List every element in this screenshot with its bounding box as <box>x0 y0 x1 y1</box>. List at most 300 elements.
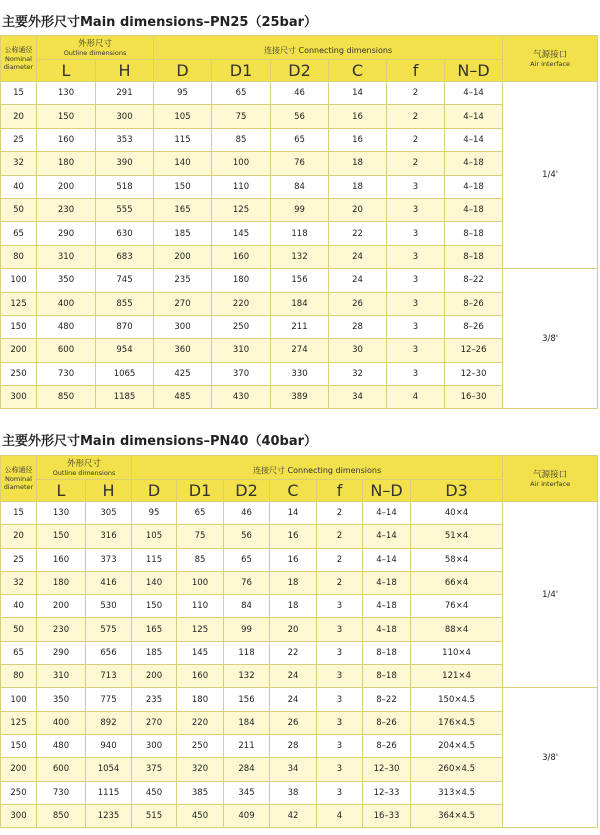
table-cell: 775 <box>86 688 132 711</box>
table-cell: 65 <box>1 222 37 245</box>
table-cell: 220 <box>212 292 271 315</box>
table-cell: 110×4 <box>411 641 503 664</box>
nominal-diameter-header: 公称通径 Nominal diameter <box>1 456 37 502</box>
table-cell: 310 <box>37 245 96 268</box>
table-cell: 400 <box>37 292 96 315</box>
table-cell: 300 <box>1 386 37 409</box>
table-cell: 180 <box>212 269 271 292</box>
table-cell: 28 <box>329 315 387 338</box>
table-cell: 4–18 <box>363 571 411 594</box>
table-cell: 3 <box>317 711 363 734</box>
table-cell: 364×4.5 <box>411 804 503 827</box>
table-cell: 132 <box>224 665 270 688</box>
table-cell: 18 <box>329 175 387 198</box>
table-cell: 50 <box>1 198 37 221</box>
connecting-dimensions-header: 连接尺寸 Connecting dimensions <box>154 36 503 60</box>
table-cell: 200 <box>1 339 37 362</box>
table-cell: 425 <box>154 362 212 385</box>
table-cell: 8–22 <box>445 269 503 292</box>
table-cell: 22 <box>270 641 317 664</box>
table-cell: 132 <box>271 245 329 268</box>
table-cell: 125 <box>1 711 37 734</box>
table-row <box>1 82 598 105</box>
table-cell: 4–14 <box>445 105 503 128</box>
table-cell: 56 <box>224 525 270 548</box>
table-cell: 8–26 <box>363 734 411 757</box>
table-cell: 8–22 <box>363 688 411 711</box>
table-cell: 211 <box>224 734 270 757</box>
col-header-n-d: N–D <box>363 480 411 502</box>
air-interface-size: 1/4' <box>503 502 598 688</box>
outline-dimensions-header: 外形尺寸 Outline dimensions <box>37 456 132 480</box>
table-cell: 99 <box>224 618 270 641</box>
table-cell: 8–26 <box>363 711 411 734</box>
table-cell: 24 <box>329 269 387 292</box>
table-cell: 345 <box>224 781 270 804</box>
table-cell: 3 <box>317 781 363 804</box>
air-interface-size: 3/8' <box>503 269 598 409</box>
table-cell: 290 <box>37 222 96 245</box>
col-header-c: C <box>270 480 317 502</box>
table-cell: 150 <box>1 315 37 338</box>
table-cell: 4–18 <box>445 198 503 221</box>
table-cell: 8–26 <box>445 315 503 338</box>
pn40-dimensions-table <box>0 455 598 828</box>
table-cell: 200 <box>37 175 96 198</box>
table-cell: 40 <box>1 175 37 198</box>
table-cell: 3 <box>387 269 445 292</box>
table-cell: 2 <box>317 571 363 594</box>
table-cell: 184 <box>271 292 329 315</box>
table-cell: 713 <box>86 665 132 688</box>
table-cell: 300 <box>154 315 212 338</box>
table-cell: 12–30 <box>445 362 503 385</box>
table-cell: 176×4.5 <box>411 711 503 734</box>
table-cell: 430 <box>212 386 271 409</box>
table-cell: 185 <box>132 641 177 664</box>
table-cell: 518 <box>96 175 154 198</box>
table-cell: 1185 <box>96 386 154 409</box>
table-cell: 76 <box>224 571 270 594</box>
table-cell: 3 <box>387 245 445 268</box>
table-cell: 24 <box>270 688 317 711</box>
table-cell: 4 <box>387 386 445 409</box>
table-row <box>1 688 598 711</box>
table-cell: 42 <box>270 804 317 827</box>
table-cell: 160 <box>212 245 271 268</box>
col-header-d2: D2 <box>224 480 270 502</box>
table-cell: 390 <box>96 152 154 175</box>
table-cell: 34 <box>270 758 317 781</box>
table-cell: 305 <box>86 502 132 525</box>
table-cell: 389 <box>271 386 329 409</box>
table-cell: 850 <box>37 386 96 409</box>
table-cell: 515 <box>132 804 177 827</box>
col-header-d1: D1 <box>212 60 271 82</box>
table-cell: 16 <box>270 525 317 548</box>
table-cell: 330 <box>271 362 329 385</box>
table-cell: 58×4 <box>411 548 503 571</box>
table-cell: 99 <box>271 198 329 221</box>
table-cell: 115 <box>154 128 212 151</box>
table-cell: 3 <box>317 618 363 641</box>
table-cell: 15 <box>1 502 37 525</box>
table-cell: 3 <box>387 362 445 385</box>
table-cell: 80 <box>1 665 37 688</box>
table-cell: 12–30 <box>363 758 411 781</box>
table-cell: 400 <box>37 711 86 734</box>
table-cell: 230 <box>37 618 86 641</box>
table-cell: 375 <box>132 758 177 781</box>
table-cell: 200 <box>37 595 86 618</box>
table-cell: 24 <box>270 665 317 688</box>
table-cell: 22 <box>329 222 387 245</box>
table-cell: 291 <box>96 82 154 105</box>
table-cell: 156 <box>271 269 329 292</box>
table-cell: 480 <box>37 315 96 338</box>
table-cell: 2 <box>387 128 445 151</box>
table-cell: 211 <box>271 315 329 338</box>
table-cell: 235 <box>132 688 177 711</box>
table-cell: 8–18 <box>445 222 503 245</box>
col-header-d: D <box>154 60 212 82</box>
table-cell: 34 <box>329 386 387 409</box>
table-cell: 600 <box>37 758 86 781</box>
table-cell: 184 <box>224 711 270 734</box>
table-cell: 360 <box>154 339 212 362</box>
table-cell: 4–18 <box>363 618 411 641</box>
table-cell: 156 <box>224 688 270 711</box>
table-cell: 230 <box>37 198 96 221</box>
table-cell: 150 <box>1 734 37 757</box>
table-cell: 75 <box>212 105 271 128</box>
table-cell: 20 <box>329 198 387 221</box>
col-header-d: D <box>132 480 177 502</box>
table-cell: 16 <box>270 548 317 571</box>
table-cell: 130 <box>37 82 96 105</box>
table-cell: 76×4 <box>411 595 503 618</box>
table-cell: 65 <box>224 548 270 571</box>
table-cell: 20 <box>1 105 37 128</box>
table-cell: 2 <box>387 82 445 105</box>
table-cell: 8–18 <box>445 245 503 268</box>
table-cell: 12–26 <box>445 339 503 362</box>
table-cell: 385 <box>177 781 224 804</box>
table-cell: 118 <box>271 222 329 245</box>
table-cell: 3 <box>387 198 445 221</box>
table-cell: 3 <box>317 595 363 618</box>
table-cell: 16 <box>329 105 387 128</box>
table-cell: 745 <box>96 269 154 292</box>
table-cell: 480 <box>37 734 86 757</box>
table-cell: 730 <box>37 781 86 804</box>
col-header-f: f <box>317 480 363 502</box>
table-cell: 3 <box>387 292 445 315</box>
air-interface-size: 1/4' <box>503 82 598 269</box>
table-cell: 180 <box>177 688 224 711</box>
table-cell: 2 <box>317 525 363 548</box>
table-cell: 110 <box>212 175 271 198</box>
table-cell: 46 <box>271 82 329 105</box>
table-cell: 870 <box>96 315 154 338</box>
table-cell: 4–18 <box>445 152 503 175</box>
table-cell: 284 <box>224 758 270 781</box>
table-cell: 353 <box>96 128 154 151</box>
air-interface-header: 气源接口 Air interface <box>503 456 598 502</box>
outline-dimensions-header: 外形尺寸 Outline dimensions <box>37 36 154 60</box>
table-cell: 15 <box>1 82 37 105</box>
table-cell: 150 <box>37 525 86 548</box>
table-cell: 235 <box>154 269 212 292</box>
col-header-f: f <box>387 60 445 82</box>
table-cell: 160 <box>37 548 86 571</box>
table-cell: 80 <box>1 245 37 268</box>
table-cell: 204×4.5 <box>411 734 503 757</box>
table-cell: 416 <box>86 571 132 594</box>
table-cell: 65 <box>271 128 329 151</box>
table-cell: 160 <box>177 665 224 688</box>
col-header-l: L <box>37 60 96 82</box>
table-cell: 350 <box>37 269 96 292</box>
table-cell: 75 <box>177 525 224 548</box>
table-cell: 65 <box>212 82 271 105</box>
table-cell: 260×4.5 <box>411 758 503 781</box>
col-header-l: L <box>37 480 86 502</box>
table-cell: 26 <box>329 292 387 315</box>
table-cell: 105 <box>154 105 212 128</box>
table-cell: 270 <box>154 292 212 315</box>
pn25-title: 主要外形尺寸Main dimensions–PN25（25bar） <box>2 15 318 30</box>
table-cell: 3 <box>317 641 363 664</box>
table-cell: 373 <box>86 548 132 571</box>
table-cell: 185 <box>154 222 212 245</box>
table-cell: 350 <box>37 688 86 711</box>
table-cell: 46 <box>224 502 270 525</box>
table-cell: 300 <box>132 734 177 757</box>
table-cell: 145 <box>177 641 224 664</box>
table-cell: 450 <box>132 781 177 804</box>
table-cell: 220 <box>177 711 224 734</box>
col-header-c: C <box>329 60 387 82</box>
table-cell: 4 <box>317 804 363 827</box>
table-cell: 32 <box>1 571 37 594</box>
table-cell: 1065 <box>96 362 154 385</box>
table-cell: 28 <box>270 734 317 757</box>
table-cell: 150×4.5 <box>411 688 503 711</box>
table-cell: 180 <box>37 571 86 594</box>
table-cell: 300 <box>96 105 154 128</box>
table-cell: 940 <box>86 734 132 757</box>
table-cell: 88×4 <box>411 618 503 641</box>
table-cell: 575 <box>86 618 132 641</box>
table-cell: 105 <box>132 525 177 548</box>
table-cell: 50 <box>1 618 37 641</box>
table-cell: 56 <box>271 105 329 128</box>
table-cell: 8–18 <box>363 641 411 664</box>
table-cell: 95 <box>132 502 177 525</box>
table-cell: 250 <box>212 315 271 338</box>
table-cell: 850 <box>37 804 86 827</box>
table-cell: 65 <box>177 502 224 525</box>
table-cell: 200 <box>1 758 37 781</box>
table-cell: 274 <box>271 339 329 362</box>
pn40-title: 主要外形尺寸Main dimensions–PN40（40bar） <box>2 434 318 449</box>
table-cell: 656 <box>86 641 132 664</box>
table-cell: 409 <box>224 804 270 827</box>
table-cell: 20 <box>270 618 317 641</box>
table-cell: 8–18 <box>363 665 411 688</box>
table-cell: 121×4 <box>411 665 503 688</box>
table-cell: 4–18 <box>363 595 411 618</box>
table-cell: 118 <box>224 641 270 664</box>
table-cell: 2 <box>317 502 363 525</box>
table-cell: 1054 <box>86 758 132 781</box>
table-cell: 313×4.5 <box>411 781 503 804</box>
table-cell: 18 <box>270 595 317 618</box>
table-cell: 25 <box>1 128 37 151</box>
table-cell: 8–26 <box>445 292 503 315</box>
table-cell: 14 <box>270 502 317 525</box>
table-cell: 16–30 <box>445 386 503 409</box>
table-cell: 100 <box>1 269 37 292</box>
table-cell: 4–14 <box>445 128 503 151</box>
table-cell: 1115 <box>86 781 132 804</box>
table-cell: 95 <box>154 82 212 105</box>
table-cell: 3 <box>317 688 363 711</box>
col-header-n-d: N–D <box>445 60 503 82</box>
table-cell: 316 <box>86 525 132 548</box>
table-cell: 180 <box>37 152 96 175</box>
table-cell: 140 <box>132 571 177 594</box>
table-cell: 3 <box>387 222 445 245</box>
table-cell: 300 <box>1 804 37 827</box>
table-cell: 3 <box>387 175 445 198</box>
table-cell: 38 <box>270 781 317 804</box>
table-cell: 855 <box>96 292 154 315</box>
table-cell: 14 <box>329 82 387 105</box>
col-header-h: H <box>86 480 132 502</box>
table-cell: 40×4 <box>411 502 503 525</box>
table-cell: 2 <box>387 152 445 175</box>
table-cell: 115 <box>132 548 177 571</box>
table-cell: 2 <box>387 105 445 128</box>
table-cell: 165 <box>132 618 177 641</box>
table-cell: 3 <box>387 315 445 338</box>
table-cell: 4–14 <box>363 502 411 525</box>
table-cell: 1235 <box>86 804 132 827</box>
table-cell: 150 <box>154 175 212 198</box>
table-cell: 150 <box>37 105 96 128</box>
table-cell: 110 <box>177 595 224 618</box>
table-cell: 250 <box>177 734 224 757</box>
table-cell: 200 <box>154 245 212 268</box>
table-row <box>1 269 598 292</box>
table-cell: 3 <box>317 734 363 757</box>
table-cell: 84 <box>271 175 329 198</box>
table-cell: 250 <box>1 362 37 385</box>
table-cell: 730 <box>37 362 96 385</box>
table-cell: 892 <box>86 711 132 734</box>
table-cell: 125 <box>177 618 224 641</box>
table-cell: 40 <box>1 595 37 618</box>
col-header-d3: D3 <box>411 480 503 502</box>
connecting-dimensions-header: 连接尺寸 Connecting dimensions <box>132 456 503 480</box>
table-cell: 30 <box>329 339 387 362</box>
table-cell: 555 <box>96 198 154 221</box>
table-cell: 16–33 <box>363 804 411 827</box>
col-header-h: H <box>96 60 154 82</box>
col-header-d2: D2 <box>271 60 329 82</box>
table-cell: 3 <box>317 758 363 781</box>
table-cell: 310 <box>37 665 86 688</box>
table-cell: 16 <box>329 128 387 151</box>
pn25-dimensions-table <box>0 35 598 409</box>
table-cell: 18 <box>329 152 387 175</box>
table-cell: 25 <box>1 548 37 571</box>
table-cell: 32 <box>1 152 37 175</box>
table-cell: 125 <box>212 198 271 221</box>
table-cell: 954 <box>96 339 154 362</box>
table-cell: 485 <box>154 386 212 409</box>
table-cell: 150 <box>132 595 177 618</box>
table-cell: 125 <box>1 292 37 315</box>
table-cell: 683 <box>96 245 154 268</box>
table-cell: 4–14 <box>445 82 503 105</box>
table-cell: 250 <box>1 781 37 804</box>
table-cell: 66×4 <box>411 571 503 594</box>
col-header-d1: D1 <box>177 480 224 502</box>
table-cell: 200 <box>132 665 177 688</box>
table-cell: 84 <box>224 595 270 618</box>
table-row <box>1 502 598 525</box>
table-cell: 100 <box>1 688 37 711</box>
air-interface-header: 气源接口 Air interface <box>503 36 598 82</box>
table-cell: 4–14 <box>363 548 411 571</box>
table-cell: 145 <box>212 222 271 245</box>
table-cell: 18 <box>270 571 317 594</box>
table-cell: 26 <box>270 711 317 734</box>
table-cell: 100 <box>177 571 224 594</box>
table-cell: 165 <box>154 198 212 221</box>
table-cell: 85 <box>212 128 271 151</box>
table-cell: 51×4 <box>411 525 503 548</box>
table-cell: 130 <box>37 502 86 525</box>
table-cell: 140 <box>154 152 212 175</box>
nominal-diameter-header: 公称通径 Nominal diameter <box>1 36 37 82</box>
table-cell: 320 <box>177 758 224 781</box>
table-cell: 24 <box>329 245 387 268</box>
table-cell: 12–33 <box>363 781 411 804</box>
table-cell: 3 <box>317 665 363 688</box>
table-cell: 370 <box>212 362 271 385</box>
table-cell: 160 <box>37 128 96 151</box>
table-cell: 310 <box>212 339 271 362</box>
table-cell: 20 <box>1 525 37 548</box>
table-cell: 85 <box>177 548 224 571</box>
table-cell: 630 <box>96 222 154 245</box>
air-interface-size: 3/8' <box>503 688 598 828</box>
table-cell: 290 <box>37 641 86 664</box>
table-cell: 2 <box>317 548 363 571</box>
table-cell: 270 <box>132 711 177 734</box>
table-cell: 32 <box>329 362 387 385</box>
table-cell: 76 <box>271 152 329 175</box>
table-cell: 65 <box>1 641 37 664</box>
table-cell: 530 <box>86 595 132 618</box>
table-cell: 3 <box>387 339 445 362</box>
table-cell: 4–14 <box>363 525 411 548</box>
table-cell: 450 <box>177 804 224 827</box>
